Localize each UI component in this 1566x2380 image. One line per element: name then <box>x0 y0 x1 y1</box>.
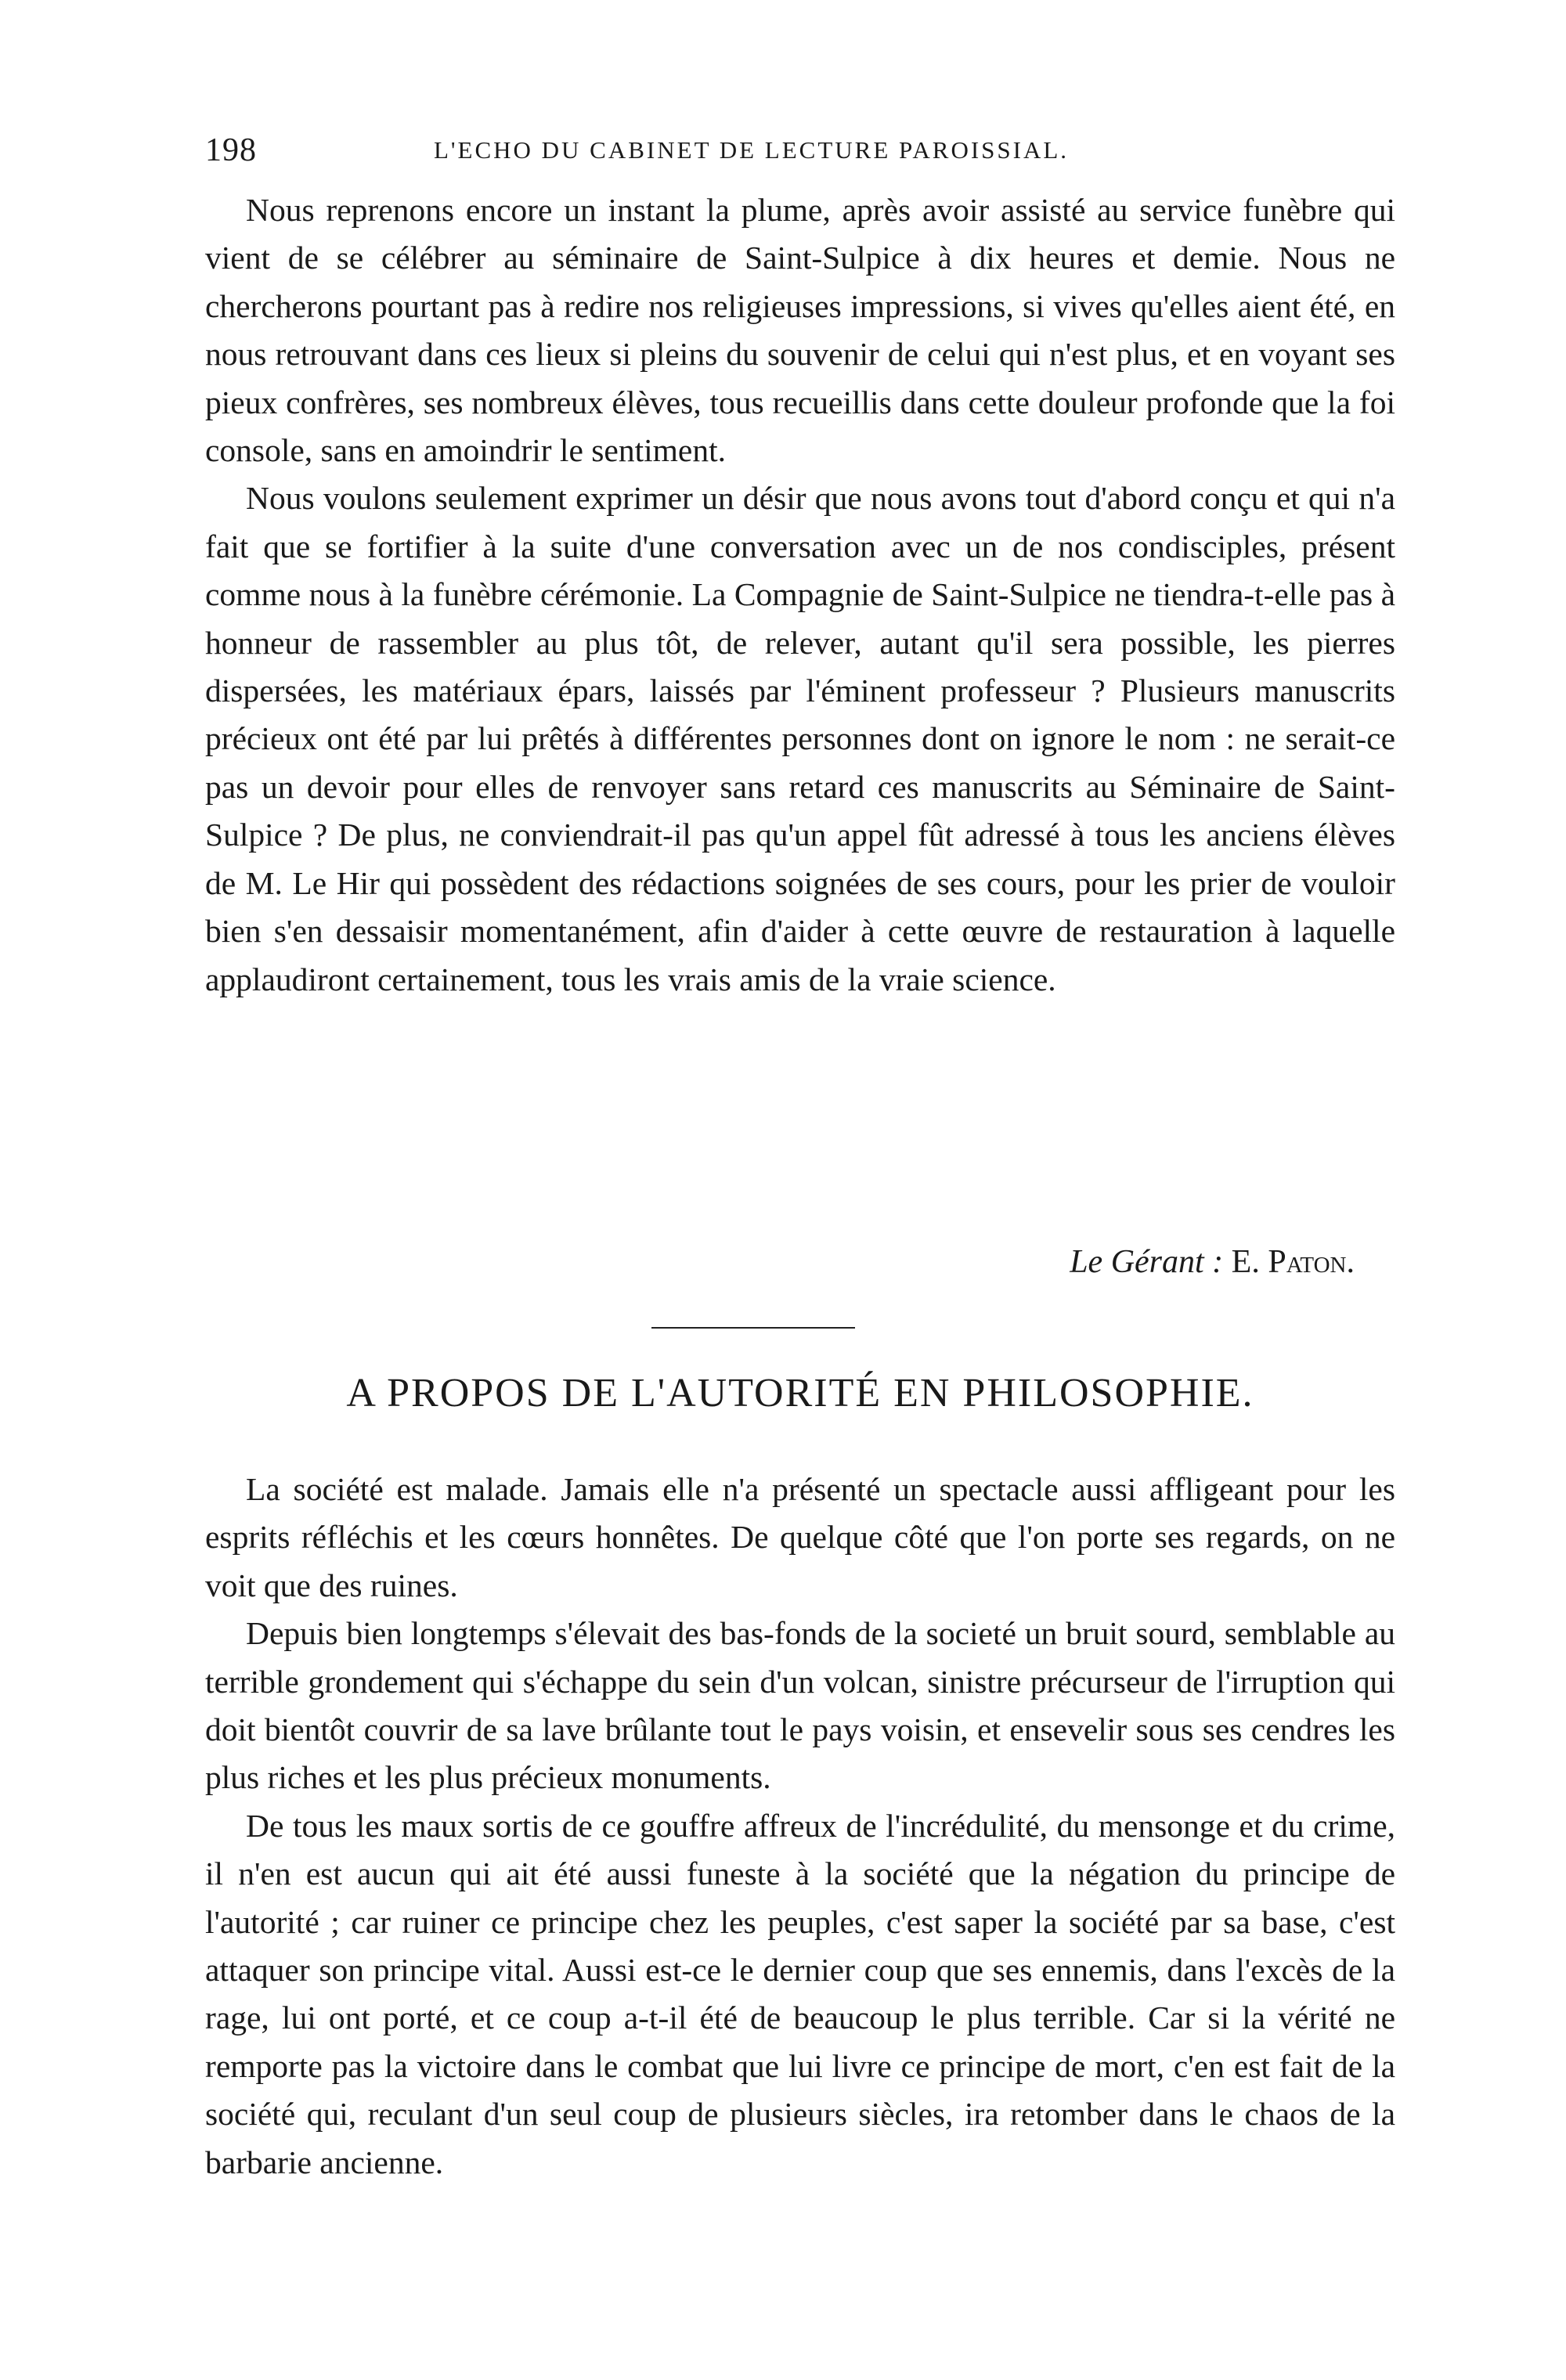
paragraph: Nous voulons seulement exprimer un désir que nous avons tout d'abord conçu et qui n'a fait que se fortifier à la suite d'une conversation avec un de nos condisciples, présent comme nous à la funèbre cérémonie. La Compagnie de Saint-Sulpice ne tiendra-t-elle pas à honneur de rassembler au plus tôt, de relever, autant qu'il sera possible, les pierres dispersées, les matériaux épars, laissés par l'éminent professeur ? Plusieurs manuscrits précieux ont été par lui prêtés à différentes personnes dont on ignore le nom : ne serait-ce pas un devoir pour elles de renvoyer sans retard ces manuscrits au Séminaire de Saint-Sulpice ? De plus, ne conviendrait-il pas qu'un appel fût adressé à tous les anciens élèves de M. Le Hir qui possèdent des rédactions soignées de ses cours, pour les prier de vouloir bien s'en dessaisir momentanément, afin d'aider à cette œuvre de restauration à laquelle applaudiront certainement, tous les vrais amis de la vraie science. <box>205 480 1395 997</box>
paragraph: De tous les maux sortis de ce gouffre affreux de l'incrédulité, du mensonge et du crime, il n'en est aucun qui ait été aussi funeste à la société que la négation du principe de l'autorité ; car ruiner ce principe chez les peuples, c'est saper la société par sa base, c'est attaquer son principe vital. Aussi est-ce le dernier coup que ses ennemis, dans l'excès de la rage, lui ont porté, et ce coup a-t-il été de beaucoup le plus terrible. Car si la vérité ne remporte pas la victoire dans le combat que lui livre ce principe de mort, c'en est fait de la société qui, reculant d'un seul coup de plusieurs siècles, ira retomber dans le chaos de la barbarie ancienne. <box>205 1807 1395 2180</box>
signature-name: aton. <box>1286 1244 1355 1280</box>
signature-initial: E. P <box>1231 1244 1286 1280</box>
paragraph: Depuis bien longtemps s'élevait des bas-fonds de la societé un bruit sourd, semblable au terrible grondement qui s'échappe du sein d'un volcan, sinistre précurseur de l'irruption qui doit bientôt couvrir de sa lave brûlante tout le pays voisin, et ensevelir sous ses cendres les plus riches et les plus précieux monuments. <box>205 1615 1395 1796</box>
signature-role: Le Gérant : <box>1070 1244 1224 1280</box>
signature <box>1070 1243 1355 1281</box>
article-body <box>205 1466 1395 2187</box>
paragraph: Nous reprenons encore un instant la plume, après avoir assisté au service funèbre qui vient de se célébrer au séminaire de Saint-Sulpice à dix heures et demie. Nous ne chercherons pourtant pas à redire nos religieuses impressions, si vives qu'elles aient été, en nous retrouvant dans ces lieux si pleins du souvenir de celui qui n'est plus, et en voyant ses pieux confrères, ses nombreux élèves, tous recueillis dans cette douleur profonde que la foi console, sans en amoindrir le sentiment. <box>205 192 1395 469</box>
section-divider <box>651 1327 855 1329</box>
running-head <box>205 132 1395 178</box>
running-title: L'ECHO DU CABINET DE LECTURE PAROISSIAL. <box>434 136 1070 164</box>
page-number: 198 <box>205 132 257 168</box>
article-title: A PROPOS DE L'AUTORITÉ EN PHILOSOPHIE. <box>346 1371 1254 1415</box>
book-page <box>205 0 1395 2380</box>
closing-section <box>205 186 1395 1004</box>
paragraph: La société est malade. Jamais elle n'a présenté un spectacle aussi affligeant pour les esprits réfléchis et les cœurs honnêtes. De quelque côté que l'on porte ses regards, on ne voit que des ruines. <box>205 1471 1395 1603</box>
